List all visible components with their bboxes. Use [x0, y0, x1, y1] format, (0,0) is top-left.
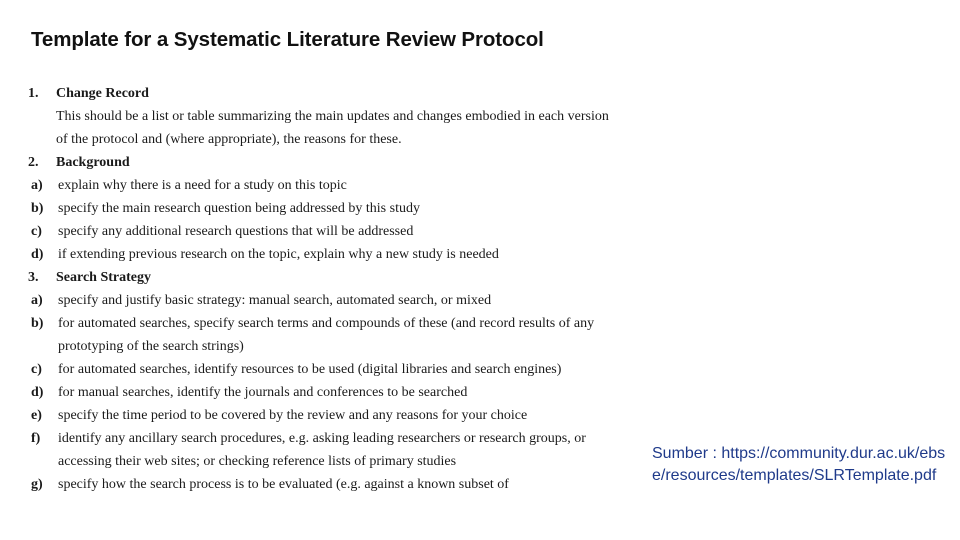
section-title: Background: [56, 155, 130, 170]
section-heading: [28, 151, 618, 174]
item-list: [28, 174, 618, 266]
list-item: [28, 220, 618, 243]
section-number: 2.: [28, 155, 39, 170]
item-text: specify the main research question being addressed by this study: [58, 201, 420, 216]
item-letter: e): [31, 408, 42, 423]
item-letter: a): [31, 293, 43, 308]
item-list: [28, 289, 618, 496]
item-text: if extending previous research on the topic, explain why a new study is needed: [58, 247, 499, 262]
list-item: [28, 312, 618, 358]
item-letter: b): [31, 316, 44, 331]
section-body: This should be a list or table summarizing the main updates and changes embodied in each version of the protocol and (where appropriate), the reasons for these.: [56, 109, 609, 147]
item-text: specify any additional research questions that will be addressed: [58, 224, 414, 239]
item-text: specify how the search process is to be evaluated (e.g. against a known subset of: [58, 477, 509, 492]
list-item: [28, 381, 618, 404]
section-number: 1.: [28, 86, 39, 101]
item-text: for automated searches, identify resources to be used (digital libraries and search engines): [58, 362, 562, 377]
list-item: [28, 404, 618, 427]
item-letter: b): [31, 201, 44, 216]
item-text: for automated searches, specify search terms and compounds of these (and record results of any prototyping of the search strings): [58, 316, 595, 354]
list-item: [28, 473, 618, 496]
item-letter: a): [31, 178, 43, 193]
page-title: Template for a Systematic Literature Review Protocol: [31, 28, 544, 51]
section-title: Change Record: [56, 86, 149, 101]
item-letter: c): [31, 362, 42, 377]
list-item: [28, 243, 618, 266]
item-text: explain why there is a need for a study on this topic: [58, 178, 347, 193]
section-title: Search Strategy: [56, 270, 151, 285]
item-letter: d): [31, 247, 44, 262]
section-number: 3.: [28, 270, 39, 285]
source-citation: Sumber : https://community.dur.ac.uk/ebse/resources/templates/SLRTemplate.pdf: [652, 445, 946, 484]
item-letter: g): [31, 477, 43, 492]
item-letter: c): [31, 224, 42, 239]
list-item: [28, 427, 618, 473]
section-change-record: [28, 82, 618, 151]
section-search-strategy: [28, 266, 618, 496]
section-heading: [28, 82, 618, 105]
section-background: [28, 151, 618, 266]
protocol-template-document: [28, 82, 618, 496]
list-item: [28, 289, 618, 312]
item-text: for manual searches, identify the journals and conferences to be searched: [58, 385, 468, 400]
item-text: specify and justify basic strategy: manual search, automated search, or mixed: [58, 293, 492, 308]
item-letter: f): [31, 431, 41, 446]
list-item: [28, 174, 618, 197]
section-heading: [28, 266, 618, 289]
item-letter: d): [31, 385, 44, 400]
item-text: specify the time period to be covered by the review and any reasons for your choice: [58, 408, 528, 423]
item-text: identify any ancillary search procedures, e.g. asking leading researchers or research groups, or accessing their web sites; or checking reference lists of primary studies: [58, 431, 586, 469]
list-item: [28, 358, 618, 381]
list-item: [28, 197, 618, 220]
